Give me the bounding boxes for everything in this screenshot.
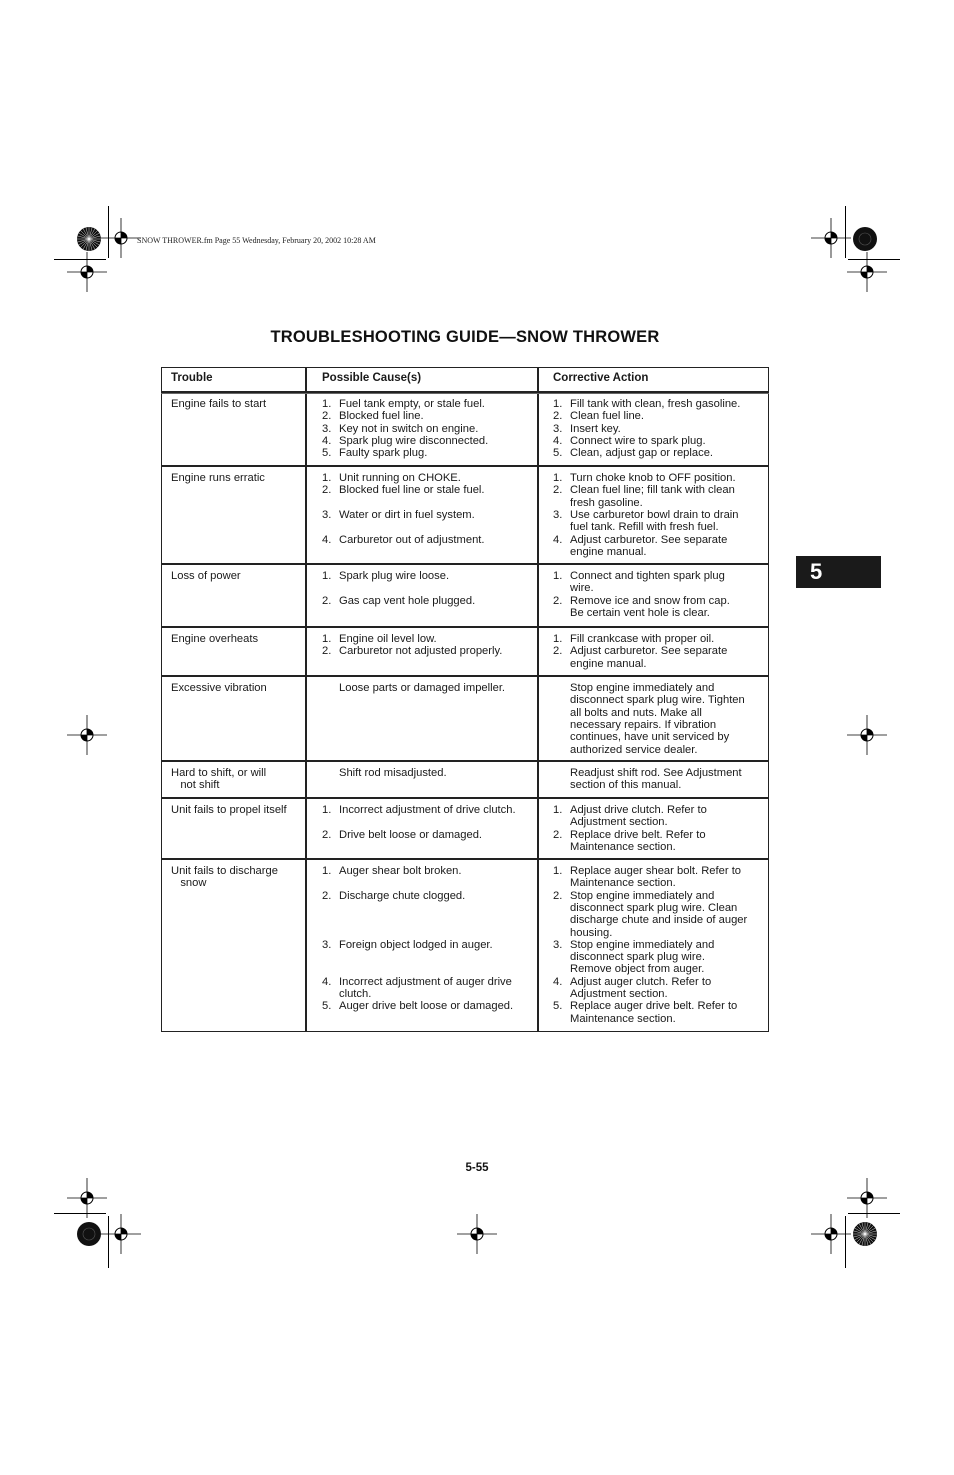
action-item: [553, 779, 681, 791]
item-text: Incorrect adjustment of drive clutch.: [339, 804, 516, 816]
action-item: [553, 744, 698, 756]
item-text: Carburetor out of adjustment.: [339, 533, 485, 546]
item-text: Gas cap vent hole plugged.: [339, 594, 476, 607]
trouble-cell: Hard to shift, or will: [171, 767, 267, 779]
item-text: Adjust auger clutch. Refer to: [570, 975, 712, 988]
row-divider: [161, 563, 769, 565]
item-number: 5.: [322, 447, 332, 460]
item-text: Water or dirt in fuel system.: [339, 508, 475, 521]
item-text: Auger shear bolt broken.: [339, 865, 462, 877]
cause-item: [322, 633, 437, 645]
registration-mark-icon: [811, 1214, 851, 1254]
trouble-cell: Unit fails to discharge: [171, 865, 278, 877]
cause-item: [322, 988, 371, 1000]
cause-item: [322, 570, 449, 582]
action-item: [553, 682, 714, 694]
item-text: Shift rod misadjusted.: [339, 767, 447, 779]
cause-item: [322, 472, 461, 484]
page-title-text: TROUBLESHOOTING GUIDE—SNOW THROWER: [270, 328, 660, 346]
item-text: Adjustment section.: [570, 816, 668, 829]
registration-mark-icon: [457, 1214, 497, 1254]
page-number: [0, 1162, 954, 1174]
cause-item: [322, 509, 475, 521]
item-text: Be certain vent hole is clear.: [570, 606, 710, 619]
item-text: Replace auger shear bolt. Refer to: [570, 865, 742, 877]
item-text: Faulty spark plug.: [339, 447, 428, 460]
cause-item: [322, 1000, 513, 1012]
action-item: [553, 447, 713, 459]
item-number: 3.: [322, 508, 332, 521]
file-header-line: SNOW THROWER.fm Page 55 Wednesday, February 20, 2002 10:28 AM: [137, 236, 376, 245]
action-item: [553, 890, 714, 902]
item-number: 1.: [553, 804, 563, 816]
item-text: Stop engine immediately and: [570, 682, 715, 694]
trouble-cell: not shift: [171, 779, 220, 792]
item-number: 5.: [322, 1000, 332, 1013]
action-item: [553, 914, 747, 926]
item-number: 2.: [553, 410, 563, 423]
item-text: Replace auger drive belt. Refer to: [570, 1000, 738, 1013]
row-divider: [161, 393, 769, 394]
item-text: Insert key.: [570, 422, 621, 435]
item-text: disconnect spark plug wire. Clean: [570, 901, 738, 914]
item-number: 2.: [322, 484, 332, 497]
column-divider: [537, 367, 539, 1032]
action-item: [553, 865, 741, 877]
item-number: 4.: [553, 975, 563, 988]
registration-mark-icon: [67, 1178, 107, 1218]
action-item: [553, 633, 714, 645]
item-text: Adjust drive clutch. Refer to: [570, 804, 707, 816]
item-text: Adjust carburetor. See separate: [570, 645, 728, 658]
item-number: 1.: [553, 633, 563, 645]
item-text: Blocked fuel line or stale fuel.: [339, 484, 485, 497]
item-number: 4.: [322, 434, 332, 447]
item-text: disconnect spark plug wire. Tighten: [570, 694, 745, 707]
item-number: 3.: [322, 422, 332, 435]
item-number: 1.: [322, 398, 332, 410]
action-item: [553, 658, 647, 670]
action-item: [553, 410, 644, 422]
item-text: Turn choke knob to OFF position.: [570, 472, 736, 484]
registration-mark-icon: [101, 218, 141, 258]
action-item: [553, 497, 643, 509]
registration-mark-icon: [67, 252, 107, 292]
crop-mark-line: [845, 206, 846, 258]
item-number: 1.: [553, 865, 563, 877]
action-item: [553, 435, 706, 447]
item-text: Foreign object lodged in auger.: [339, 938, 493, 951]
action-item: [553, 841, 676, 853]
item-text: Key not in switch on engine.: [339, 422, 479, 435]
registration-dot-icon: [852, 226, 878, 252]
registration-mark-icon: [847, 715, 887, 755]
item-text: disconnect spark plug wire.: [570, 951, 705, 964]
action-item: [553, 988, 668, 1000]
item-text: fuel tank. Refill with fresh fuel.: [570, 521, 719, 534]
item-number: 1.: [553, 472, 563, 484]
action-item: [553, 939, 714, 951]
item-number: 3.: [322, 938, 332, 951]
item-text: discharge chute and inside of auger: [570, 914, 748, 927]
item-text: Use carburetor bowl drain to drain: [570, 508, 739, 521]
cause-item: [322, 423, 478, 435]
registration-mark-icon: [847, 252, 887, 292]
action-item: [553, 607, 710, 619]
action-item: [553, 509, 739, 521]
action-item: [553, 398, 740, 410]
item-text: Adjustment section.: [570, 988, 668, 1000]
item-number: 2.: [553, 484, 563, 497]
item-text: wire.: [570, 582, 594, 595]
item-text: authorized service dealer.: [570, 743, 698, 756]
cause-item: [322, 976, 512, 988]
item-number: 4.: [553, 533, 563, 546]
item-text: section of this manual.: [570, 779, 682, 792]
registration-mark-icon: [101, 1214, 141, 1254]
item-text: Connect and tighten spark plug: [570, 570, 725, 582]
item-text: Drive belt loose or damaged.: [339, 828, 483, 841]
item-number: 1.: [322, 865, 332, 877]
item-number: 2.: [322, 594, 332, 607]
cause-item: [322, 435, 488, 447]
row-divider: [161, 675, 769, 677]
item-number: 3.: [553, 422, 563, 435]
item-text: necessary repairs. If vibration: [570, 718, 717, 731]
cause-item: [322, 865, 462, 877]
action-item: [553, 694, 745, 706]
cause-item: [322, 829, 482, 841]
cause-item: [322, 410, 424, 422]
cause-item: [322, 890, 465, 902]
item-number: 1.: [322, 472, 332, 484]
registration-mark-icon: [847, 1178, 887, 1218]
item-text: Clean fuel line; fill tank with clean: [570, 484, 735, 497]
item-text: Unit running on CHOKE.: [339, 472, 461, 484]
action-item: [553, 1013, 676, 1025]
item-text: Carburetor not adjusted properly.: [339, 645, 503, 658]
item-text: engine manual.: [570, 657, 647, 670]
item-number: 1.: [322, 570, 332, 582]
item-number: 2.: [553, 645, 563, 658]
item-number: 4.: [322, 533, 332, 546]
action-item: [553, 829, 706, 841]
item-text: Spark plug wire loose.: [339, 570, 450, 582]
row-divider: [161, 626, 769, 628]
cause-item: [322, 447, 427, 459]
action-item: [553, 963, 704, 975]
row-divider: [161, 858, 769, 860]
action-item: [553, 582, 594, 594]
item-text: Engine oil level low.: [339, 633, 437, 645]
item-text: fresh gasoline.: [570, 496, 643, 509]
item-text: Discharge chute clogged.: [339, 889, 466, 902]
item-text: Fill crankcase with proper oil.: [570, 633, 715, 645]
item-text: Fuel tank empty, or stale fuel.: [339, 398, 485, 410]
item-text: Blocked fuel line.: [339, 410, 424, 423]
section-tab: 5: [796, 556, 881, 588]
item-number: 3.: [553, 508, 563, 521]
item-number: 1.: [553, 570, 563, 582]
header-actions: Corrective Action: [553, 372, 649, 384]
crop-mark-line: [108, 206, 109, 258]
action-item: [553, 877, 676, 889]
cause-item: [322, 645, 502, 657]
item-text: Connect wire to spark plug.: [570, 434, 706, 447]
cause-item: [322, 595, 475, 607]
action-item: [553, 472, 736, 484]
trouble-cell: Engine overheats: [171, 633, 259, 645]
item-number: 2.: [322, 889, 332, 902]
item-number: 1.: [553, 398, 563, 410]
item-number: 2.: [553, 594, 563, 607]
item-text: Remove ice and snow from cap.: [570, 594, 730, 607]
item-text: Remove object from auger.: [570, 963, 705, 976]
column-divider: [305, 367, 307, 1032]
registration-mark-icon: [67, 715, 107, 755]
cause-item: [322, 767, 447, 779]
action-item: [553, 951, 705, 963]
trouble-cell: Unit fails to propel itself: [171, 804, 287, 816]
item-text: Stop engine immediately and: [570, 938, 715, 951]
registration-dot-icon: [76, 1221, 102, 1247]
item-number: 4.: [322, 975, 332, 988]
header-trouble: Trouble: [171, 372, 213, 384]
item-text: Maintenance section.: [570, 1012, 676, 1025]
action-item: [553, 423, 621, 435]
trouble-cell: Excessive vibration: [171, 682, 267, 694]
item-text: Adjust carburetor. See separate: [570, 533, 728, 546]
item-text: Auger drive belt loose or damaged.: [339, 1000, 514, 1013]
cause-item: [322, 398, 485, 410]
item-text: Maintenance section.: [570, 877, 676, 890]
crop-mark-line: [54, 1213, 106, 1214]
action-item: [553, 902, 737, 914]
action-item: [553, 804, 707, 816]
item-text: Replace drive belt. Refer to: [570, 828, 706, 841]
page-number-text: 5-55: [465, 1162, 489, 1174]
action-item: [553, 645, 727, 657]
action-item: [553, 595, 730, 607]
item-number: 4.: [553, 434, 563, 447]
item-text: Spark plug wire disconnected.: [339, 434, 489, 447]
action-item: [553, 1000, 737, 1012]
action-item: [553, 546, 647, 558]
item-text: housing.: [570, 926, 613, 939]
item-text: Loose parts or damaged impeller.: [339, 682, 506, 694]
row-divider: [161, 797, 769, 799]
action-item: [553, 534, 727, 546]
item-number: 2.: [553, 828, 563, 841]
cause-item: [322, 534, 485, 546]
cause-item: [322, 804, 516, 816]
action-item: [553, 570, 725, 582]
action-item: [553, 976, 711, 988]
registration-star-icon: [852, 1221, 878, 1247]
trouble-cell: snow: [171, 877, 207, 890]
trouble-cell: Loss of power: [171, 570, 241, 582]
item-number: 2.: [322, 645, 332, 658]
cause-item: [322, 484, 485, 496]
cause-item: [322, 939, 493, 951]
item-text: all bolts and nuts. Make all: [570, 706, 702, 719]
item-number: 5.: [553, 447, 563, 460]
item-number: 3.: [553, 938, 563, 951]
item-text: engine manual.: [570, 545, 647, 558]
cause-item: [322, 682, 505, 694]
trouble-cell: Engine fails to start: [171, 398, 267, 410]
item-text: Clean, adjust gap or replace.: [570, 447, 714, 460]
action-item: [553, 731, 729, 743]
item-number: 1.: [322, 633, 332, 645]
item-number: 2.: [553, 889, 563, 902]
item-text: Readjust shift rod. See Adjustment: [570, 767, 742, 779]
item-number: 2.: [322, 828, 332, 841]
row-divider: [161, 760, 769, 762]
action-item: [553, 719, 716, 731]
item-number: 5.: [553, 1000, 563, 1013]
registration-star-icon: [76, 226, 102, 252]
trouble-cell: Engine runs erratic: [171, 472, 265, 484]
item-number: 1.: [322, 804, 332, 816]
page-title: [0, 328, 954, 347]
action-item: [553, 767, 742, 779]
item-text: Clean fuel line.: [570, 410, 645, 423]
action-item: [553, 927, 612, 939]
item-text: clutch.: [339, 988, 372, 1000]
row-divider: [161, 465, 769, 467]
item-number: 2.: [322, 410, 332, 423]
action-item: [553, 816, 668, 828]
item-text: Incorrect adjustment of auger drive: [339, 975, 512, 988]
header-causes: Possible Cause(s): [322, 372, 422, 384]
item-text: Stop engine immediately and: [570, 889, 715, 902]
crop-mark-line: [848, 1213, 900, 1214]
action-item: [553, 707, 702, 719]
item-text: Maintenance section.: [570, 840, 676, 853]
item-text: continues, have unit serviced by: [570, 731, 730, 744]
action-item: [553, 484, 735, 496]
item-text: Fill tank with clean, fresh gasoline.: [570, 398, 741, 410]
action-item: [553, 521, 719, 533]
